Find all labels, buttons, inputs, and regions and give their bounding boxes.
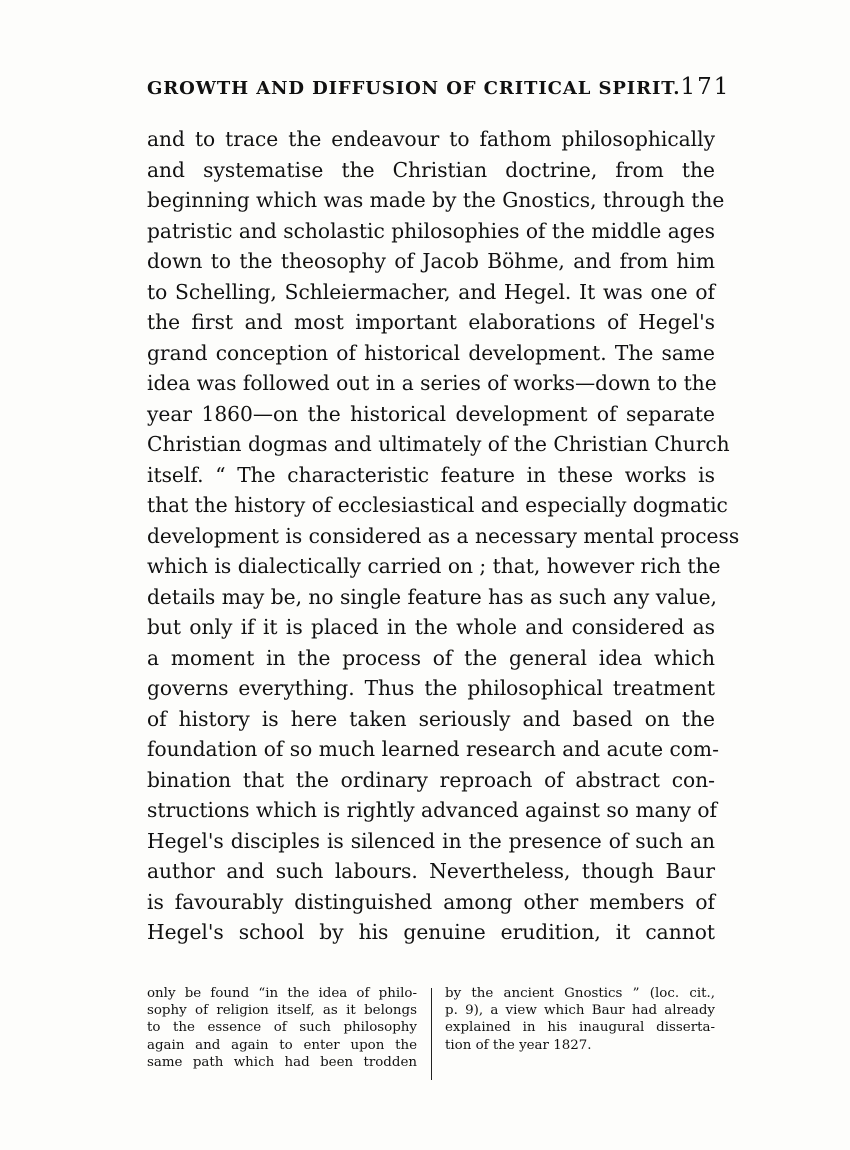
running-title: GROWTH AND DIFFUSION OF CRITICAL SPIRIT. <box>147 78 681 99</box>
page-number: 171 <box>680 74 731 100</box>
footnote-column-left <box>147 985 417 1080</box>
body-line: and to trace the endeavour to fathom philosophically <box>147 127 715 151</box>
footnote-line: only be found “in the idea of philo- <box>147 986 417 1001</box>
footnote-line: same path which had been trodden <box>147 1054 417 1070</box>
body-line: patristic and scholastic philosophies of the middle ages <box>147 218 715 243</box>
footnote-divider <box>431 988 432 1080</box>
body-line: is favourably distinguished among other members of <box>147 889 715 914</box>
footnote-line: sophy of religion itself, as it belongs <box>147 1003 417 1019</box>
footnote-line: again and again to enter upon the <box>147 1037 417 1053</box>
body-line: itself. “ The characteristic feature in these works is <box>147 462 715 487</box>
body-line: details may be, no single feature has as such any value, <box>147 584 717 609</box>
footnote-line: to the essence of such philosophy <box>147 1020 417 1036</box>
body-line: the first and most important elaborations of Hegel's <box>147 310 715 334</box>
body-line: beginning which was made by the Gnostics, through the <box>147 188 725 212</box>
footnote-line: by the ancient Gnostics ” (loc. cit., <box>445 986 715 1001</box>
running-header <box>147 74 731 106</box>
body-line: down to the theosophy of Jacob Böhme, and from him <box>147 249 715 273</box>
body-line: to Schelling, Schleiermacher, and Hegel. It was one of <box>147 279 715 304</box>
footnote-line: p. 9), a view which Baur had already <box>445 1003 715 1019</box>
body-line: year 1860—on the historical development of separate <box>147 401 715 426</box>
body-line: development is considered as a necessary mental process <box>147 523 740 548</box>
body-line: grand conception of historical development. The same <box>147 340 715 365</box>
body-line: foundation of so much learned research and acute com- <box>147 737 719 761</box>
body-line: of history is here taken seriously and based on the <box>147 706 715 731</box>
body-line: author and such labours. Nevertheless, though Baur <box>147 859 715 883</box>
body-line: Hegel's disciples is silenced in the presence of such an <box>147 828 715 853</box>
footnote-line: explained in his inaugural disserta- <box>445 1020 715 1036</box>
body-text <box>147 124 740 948</box>
body-line: which is dialectically carried on ; that, however rich the <box>147 554 721 578</box>
body-line: and systematise the Christian doctrine, from the <box>147 157 715 182</box>
footnote-line: tion of the year 1827. <box>445 1037 592 1053</box>
body-line: Christian dogmas and ultimately of the Christian Church <box>147 432 730 456</box>
body-line: structions which is rightly advanced against so many of <box>147 798 717 822</box>
body-line: bination that the ordinary reproach of abstract con- <box>147 767 715 792</box>
body-line: Hegel's school by his genuine erudition, it cannot <box>147 920 715 944</box>
footnote-column-right <box>445 985 715 1080</box>
body-line: idea was followed out in a series of works—down to the <box>147 371 717 395</box>
footnotes <box>147 985 715 1080</box>
body-line: governs everything. Thus the philosophical treatment <box>147 676 715 700</box>
body-line: that the history of ecclesiastical and especially dogmatic <box>147 493 728 517</box>
body-line: but only if it is placed in the whole and considered as <box>147 615 715 639</box>
body-line: a moment in the process of the general idea which <box>147 645 715 670</box>
